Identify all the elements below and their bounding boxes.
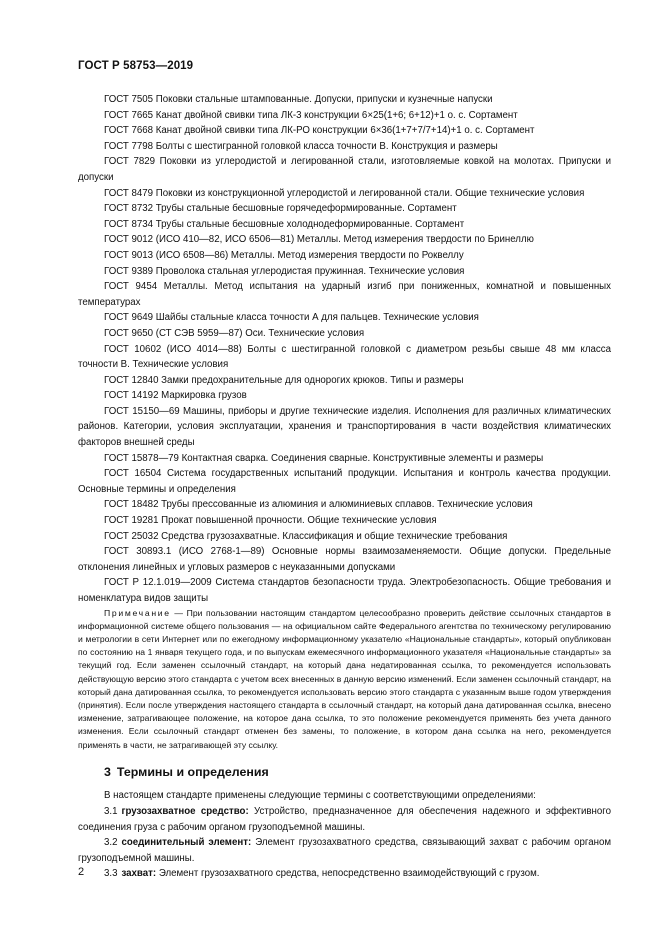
reference-item: ГОСТ 7665 Канат двойной свивки типа ЛК-3 конструкции 6×25(1+6; 6+12)+1 о. с. Сортамент bbox=[104, 109, 518, 121]
reference-item: ГОСТ 8732 Трубы стальные бесшовные горячедеформированные. Сортамент bbox=[104, 203, 457, 215]
reference-item: ГОСТ 7829 Поковки из углеродистой и легированной стали, изготовляемые ковкой на молотах. Припуски и допуски bbox=[78, 156, 611, 183]
term-name: грузозахватное средство: bbox=[121, 806, 249, 818]
section-number: 3 bbox=[104, 764, 111, 779]
reference-item: ГОСТ 12840 Замки предохранительные для однорогих крюков. Типы и размеры bbox=[104, 374, 464, 386]
term-definition bbox=[78, 835, 611, 866]
reference-item: ГОСТ 7798 Болты с шестигранной головкой класса точности В. Конструкция и размеры bbox=[104, 140, 498, 152]
reference-item: ГОСТ 15878—79 Контактная сварка. Соединения сварные. Конструктивные элементы и размеры bbox=[104, 452, 544, 464]
document-body bbox=[78, 92, 611, 882]
reference-item: ГОСТ 7668 Канат двойной свивки типа ЛК-РО конструкции 6×36(1+7+7/7+14)+1 о. с. Сортамент bbox=[104, 125, 535, 137]
term-number: 3.2 bbox=[104, 837, 118, 849]
reference-item: ГОСТ 14192 Маркировка грузов bbox=[104, 390, 247, 402]
term-text: Устройство, предназначенное для обеспечения надежного и эффективного соединения груза с рабочим органом грузоподъемной машины. bbox=[78, 806, 611, 833]
section-intro: В настоящем стандарте применены следующие термины с соответствующими определениями: bbox=[104, 790, 536, 802]
reference-item: ГОСТ 10602 (ИСО 4014—88) Болты с шестигранной головкой с диаметром резьбы свыше 48 мм класса точности В. Технические условия bbox=[78, 343, 611, 371]
reference-item: ГОСТ 15150—69 Машины, приборы и другие технические изделия. Исполнения для различных климатических районов. Категории, условия эксплуатации, хранения и транспортирования в части воздействия климатических факторов внешней среды bbox=[78, 405, 611, 449]
reference-item: ГОСТ 9454 Металлы. Метод испытания на ударный изгиб при пониженных, комнатной и повышенных температурах bbox=[78, 281, 611, 308]
reference-item: ГОСТ 9012 (ИСО 410—82, ИСО 6506—81) Металлы. Метод измерения твердости по Бринеллю bbox=[104, 234, 534, 246]
term-text: Элемент грузозахватного средства, непосредственно взаимодействующий с грузом. bbox=[156, 868, 540, 880]
note-text: — При пользовании настоящим стандартом целесообразно проверить действие ссылочных стандартов в информационной системе общего пользования — на официальном сайте Федерального агентства по техническому регулированию и метрологии в сети Интернет или по ежегодному информационному указателю «Национальные стандарты», который опубликован по состоянию на 1 января текущего года, и по выпускам ежемесячного информационного указателя «Национальные стандарты» за текущий год. Если заменен ссылочный стандарт, на который дана недатированная ссылка, то рекомендуется использовать действующую версию этого стандарта с учетом всех внесенных в данную версию изменений. Если заменен ссылочный стандарт, на который дана датированная ссылка, то рекомендуется использовать версию этого стандарта с указанным выше годом утверждения (принятия). Если после утверждения настоящего стандарта в ссылочный стандарт, на который дана датированная ссылка, внесено изменение, затрагивающее положение, на которое дана ссылка, то это положение рекомендуется применять без учета данного изменения. Если ссылочный стандарт отменен без замены, то положение, в котором дана ссылка на него, рекомендуется применять в части, не затрагивающей эту ссылку. bbox=[78, 607, 611, 750]
reference-item: ГОСТ 7505 Поковки стальные штампованные. Допуски, припуски и кузнечные напуски bbox=[104, 94, 493, 105]
reference-item: ГОСТ 9650 (СТ СЭВ 5959—87) Оси. Технические условия bbox=[104, 327, 365, 339]
term-number: 3.3 bbox=[104, 868, 118, 880]
reference-item: ГОСТ 8734 Трубы стальные бесшовные холоднодеформированные. Сортамент bbox=[104, 218, 465, 230]
reference-item: ГОСТ 18482 Трубы прессованные из алюминия и алюминиевых сплавов. Технические условия bbox=[104, 499, 533, 511]
term-definition bbox=[78, 804, 611, 835]
page-header: ГОСТ Р 58753—2019 bbox=[78, 60, 194, 72]
normative-references-list bbox=[78, 92, 611, 607]
reference-item: ГОСТ 9389 Проволока стальная углеродистая пружинная. Технические условия bbox=[104, 265, 465, 277]
term-name: захват: bbox=[121, 868, 157, 880]
reference-item: ГОСТ 19281 Прокат повышенной прочности. Общие технические условия bbox=[104, 515, 437, 527]
note-label: Примечание bbox=[104, 607, 171, 618]
reference-item: ГОСТ 9013 (ИСО 6508—86) Металлы. Метод измерения твердости по Роквеллу bbox=[104, 249, 464, 261]
section-heading bbox=[104, 765, 611, 781]
reference-item: ГОСТ 16504 Система государственных испытаний продукции. Испытания и контроль качества продукции. Основные термины и определения bbox=[78, 468, 611, 495]
term-number: 3.1 bbox=[104, 806, 118, 818]
reference-item: ГОСТ Р 12.1.019—2009 Система стандартов безопасности труда. Электробезопасность. Общие требования и номенклатура видов защиты bbox=[78, 577, 611, 604]
term-text: Элемент грузозахватного средства, связывающий захват с рабочим органом грузоподъемной машины. bbox=[78, 837, 611, 864]
term-definition bbox=[78, 866, 611, 882]
page-number: 2 bbox=[78, 866, 85, 878]
reference-item: ГОСТ 8479 Поковки из конструкционной углеродистой и легированной стали. Общие технические условия bbox=[104, 187, 585, 199]
reference-item: ГОСТ 9649 Шайбы стальные класса точности А для пальцев. Технические условия bbox=[104, 312, 479, 324]
reference-item: ГОСТ 30893.1 (ИСО 2768-1—89) Основные нормы взаимозаменяемости. Общие допуски. Предельные отклонения линейных и угловых размеров с неуказанными допусками bbox=[78, 546, 611, 573]
section-title: Термины и определения bbox=[116, 764, 269, 779]
term-name: соединительный элемент: bbox=[121, 837, 252, 849]
references-note bbox=[78, 607, 611, 752]
reference-item: ГОСТ 25032 Средства грузозахватные. Классификация и общие технические требования bbox=[104, 530, 508, 542]
